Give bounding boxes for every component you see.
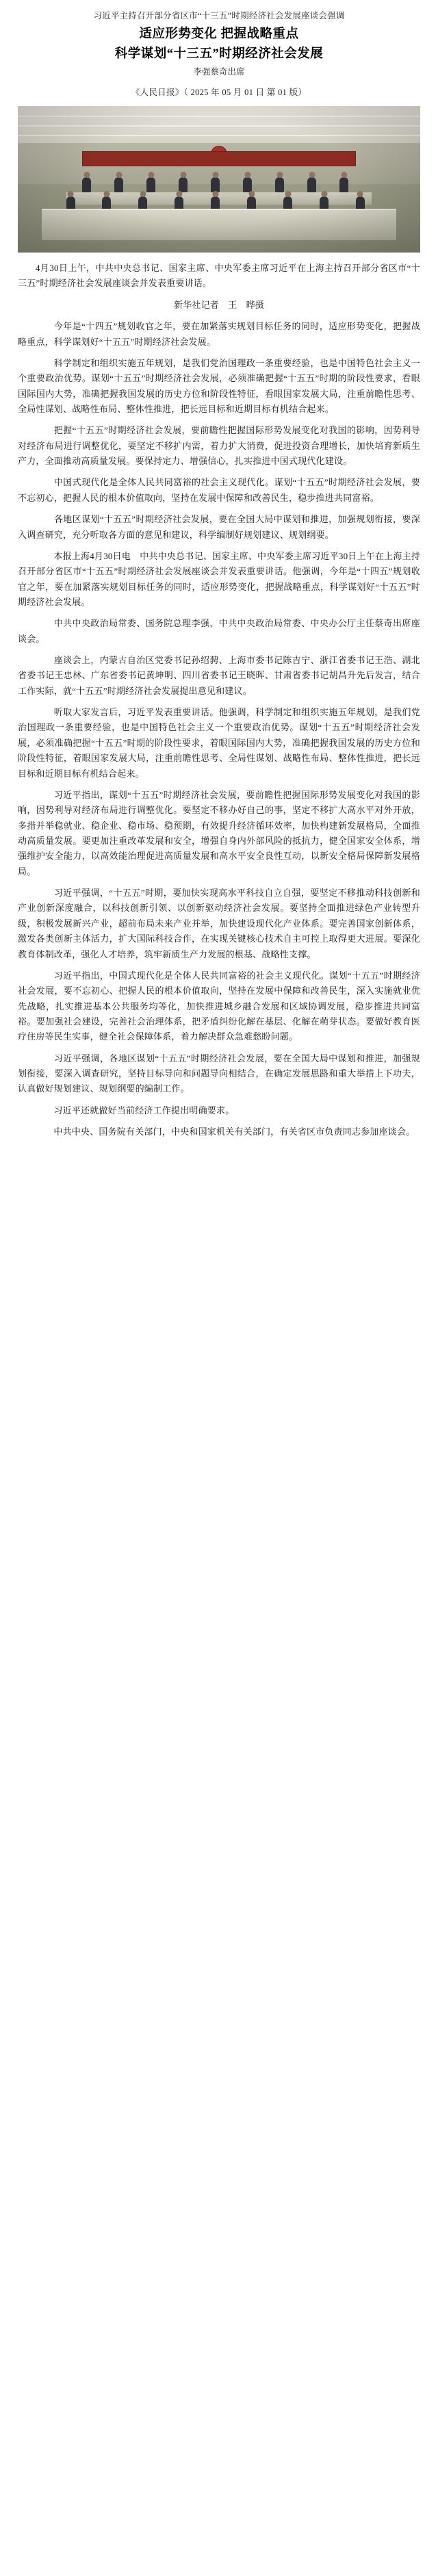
paragraph: 4月30日上午，中共中央总书记、国家主席、中央军委主席习近平在上海主持召开部分省区市“十三五”时期经济社会发展座谈会并发表重要讲话。 — [18, 263, 420, 289]
paragraph: 座谈会上，内蒙古自治区党委书记孙绍骋、上海市委书记陈吉宁、浙江省委书记王浩、湖北省委书记王忠林、广东省委书记黄坤明、四川省委书记王晓晖、甘肃省委书记胡昌升先后发言，结合工作实际，就“十五五”时期经济社会发展提出意见和建议。 — [18, 655, 420, 696]
paragraph: 中国式现代化是全体人民共同富裕的社会主义现代化。谋划“十五五”时期经济社会发展，要不忘初心，把握人民的根本价值取向，坚持在发展中保障和改善民生，稳步推进共同富裕。 — [18, 477, 420, 503]
paragraph: 今年是“十四五”规划收官之年，要在加紧落实规划目标任务的同时，适应形势变化，把握战略重点，科学谋划好“十五五”时期经济社会发展。 — [18, 321, 420, 347]
paragraph: 习近平强调，“十五五”时期，要加快实现高水平科技自立自强，要坚定不移推动科技创新和产业创新深度融合，以科技创新引领、以创新驱动经济社会发展。要坚持全面推进绿色产业转型升级，积极发展新兴产业，超前布局未来产业并举，加快建设现代化产业体系。要完善国家创新体系，激发各类创新主体活力，扩大国际科技合作，在实现关键核心技术自主可控上取得更大进展。要深化教育体制改革，强化人才培养，筑牢新质生产力发展的根基、战略性支撑。 — [18, 888, 420, 959]
paragraph: 听取大家发言后，习近平发表重要讲话。他强调，科学制定和组织实施五年规划，是我们党治国理政一条重要经验，也是中国特色社会主义一个重要政治优势。谋划“十五五”时期经济社会发展，必须准确把握“十五五”时期的阶段性要求，着眼国际国内大势，准确把握我国发展的历史方位和阶段性特征，着眼国家发展大局，注重前瞻性思考、全局性谋划、战略性布局、整体性推进，把长远目标和近期目标有机结合起来。 — [18, 707, 420, 779]
paragraph: 把握“十五五”时期经济社会发展，要前瞻性把握国际形势发展变化对我国的影响，因势利导对经济布局进行调整优化，要坚定不移扩内需，着力扩大消费，促进投资合理增长，加快培育新质生产力，全面推动高质量发展。要保持定力、增强信心，扎实推进中国式现代化建设。 — [18, 425, 420, 467]
paragraph: 科学制定和组织实施五年规划，是我们党治国理政一条重要经验，也是中国特色社会主义一个重要政治优势。谋划“十五五”时期经济社会发展，必须准确把握“十五五”时期的阶段性要求，看眼国际国内大势，准确把握我国发展的历史方位和阶段性特征，看眼国家发展大局，注重前瞻性思考、全局性谋划、战略性布局、整体性推进，把长远目标和近期目标有机结合起来。 — [18, 357, 420, 414]
publication-info: 《人民日报》（ 2025 年 05 月 01 日 第 01 版） — [131, 88, 307, 98]
paragraph: 习近平强调，各地区谋划“十五五”时期经济社会发展，要在全国大局中谋划和推进，加强规划衔接，要深入调查研究，坚持目标导向和问题导向相结合，在确定发展思路和重大举措上下功夫，认真做好规划建议、规划纲要的编制工作。 — [18, 1053, 420, 1094]
article-headline-line2: 科学谋划“十三五”时期经济社会发展 — [114, 47, 324, 61]
photo-credit: 新华社记者 王 晔摄 — [173, 299, 264, 310]
article-photo — [18, 106, 420, 253]
article-page — [0, 0, 438, 1163]
paragraph: 中共中央政治局常委、国务院总理李强，中共中央政治局常委、中央办公厅主任蔡奇出席座谈会。 — [18, 618, 420, 644]
paragraph: 中共中央、国务院有关部门，中央和国家机关有关部门，有关省区市负责同志参加座谈会。 — [36, 1126, 415, 1137]
paragraph: 本报上海4月30日电 中共中央总书记、国家主席、中央军委主席习近平30日上午在上海主持召开部分省区市“十五五”时期经济社会发展座谈会并发表重要讲话。他强调，今年是“十四五”规划收官之年，要在加紧落实规划目标任务的同时，适应形势变化，把握战略重点，科学谋划好“十五五”时期经济社会发展。 — [18, 550, 420, 607]
article-byline: 李强蔡奇出席 — [193, 67, 245, 77]
article-eyebrow: 习近平主持召开部分省区市“十三五”时期经济社会发展座谈会强调 — [93, 11, 345, 21]
paragraph: 习近平还就做好当前经济工作提出明确要求。 — [36, 1105, 235, 1116]
article-headline-line1: 适应形势变化 把握战略重点 — [139, 27, 299, 41]
paragraph: 习近平指出，中国式现代化是全体人民共同富裕的社会主义现代化。谋划“十五五”时期经济社会发展，要不忘初心、把握人民的根本价值取向，坚持在发展中保障和改善民生，深入实施就业优先战略，扎实推进基本公共服务均等化，加快推进城乡融合发展和区域协调发展，稳步推进共同富裕。要加强社会建设，完善社会治理体系，把矛盾纠纷化解在基层、化解在萌芽状态。要做好教育医疗住房等民生实事，健全社会保障体系，着力解决群众急难愁盼问题。 — [18, 970, 420, 1042]
paragraph: 习近平指出，谋划“十五五”时期经济社会发展，要前瞻性把握国际形势发展变化对我国的影响，因势利导对经济布局进行调整优化。要坚定不移办好自己的事，坚定不移扩大高水平对外开放，多措并举稳就业、稳企业、稳市场、稳预期，有效提升经济循环效率，加快构建新发展格局，全面推动高质量发展。要更加注重改革发展和安全，增强自身内外部风险的抵抗力，健全国家安全体系，增强维护安全能力，以高效能治理促进高质量发展和高水平安全良性互动，以新安全格局保障新发展格局。 — [18, 789, 420, 877]
paragraph: 各地区谋划“十五五”时期经济社会发展，要在全国大局中谋划和推进，加强规划衔接，要深入调查研究，充分听取各方面的意见和建议，科学编制好规划建议、规划纲要。 — [18, 514, 420, 540]
photo-vignette — [18, 106, 420, 253]
